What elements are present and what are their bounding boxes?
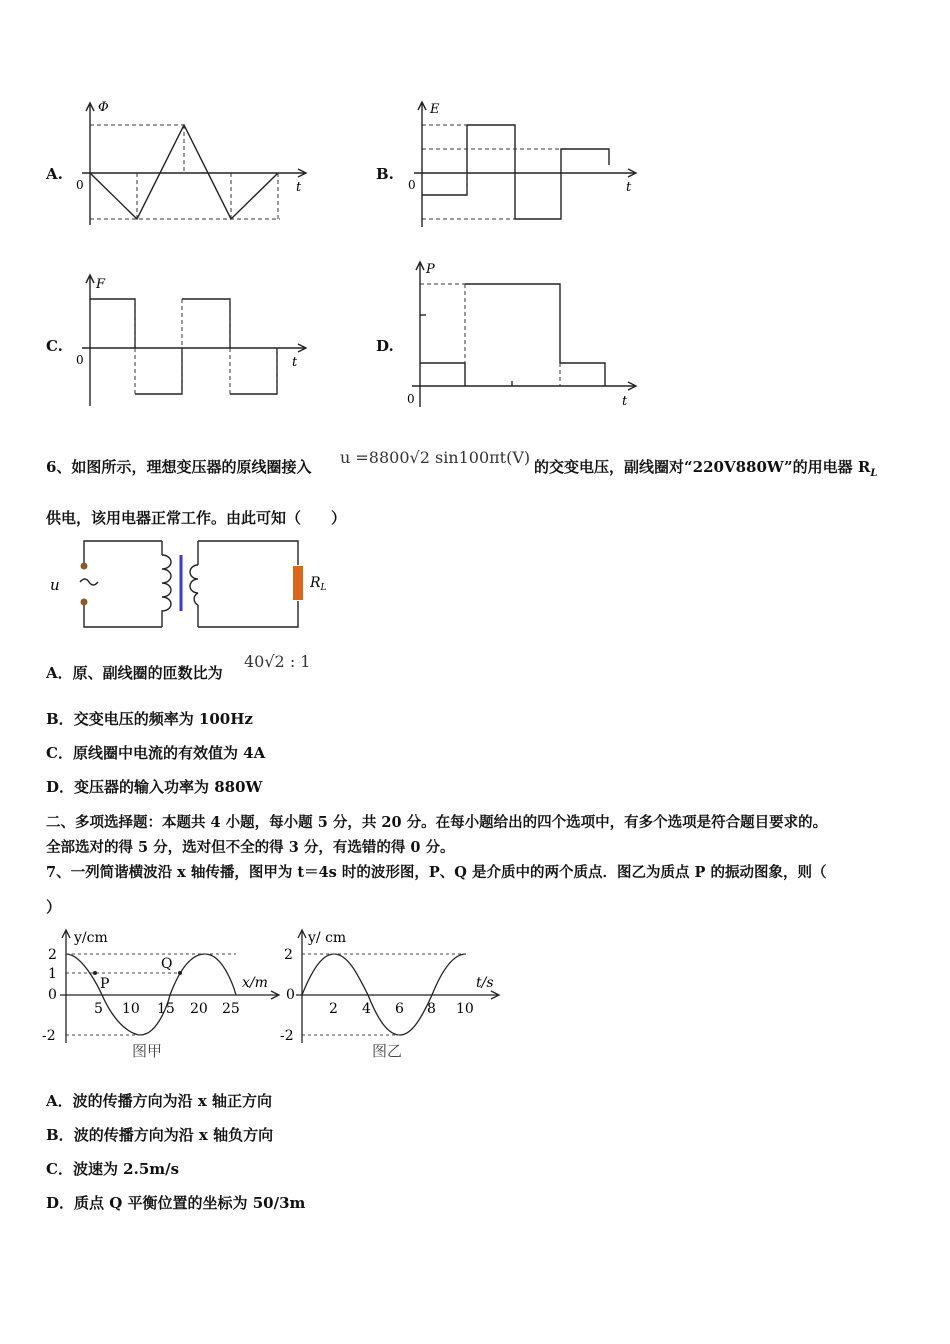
point-q-label: Q bbox=[161, 956, 173, 972]
q7-stem-line1: 7、一列简谐横波沿 x 轴传播，图甲为 t＝4s 时的波形图，P、Q 是介质中的两个质点．图乙为质点 P 的振动图象，则（ bbox=[46, 864, 827, 881]
fig-b-xtick: 10 bbox=[456, 1001, 474, 1017]
axis-label-phi: Φ bbox=[98, 100, 109, 115]
q7-fig-wave-x bbox=[40, 925, 290, 1065]
q7-option-c: C．波速为 2.5m/s bbox=[46, 1160, 180, 1178]
fig-b-xtick: 6 bbox=[395, 1001, 404, 1017]
q5-option-a-label: A. bbox=[46, 165, 63, 183]
q5-graph-c bbox=[70, 268, 320, 413]
q7-stem-line2: ） bbox=[46, 898, 62, 916]
fig-a-ytick: 0 bbox=[48, 987, 57, 1003]
fig-a-xtick: 15 bbox=[157, 1001, 175, 1017]
origin-label: 0 bbox=[76, 353, 84, 367]
fig-b-xtick: 4 bbox=[362, 1001, 371, 1017]
origin-label: 0 bbox=[407, 392, 415, 406]
fig-a-xtick: 10 bbox=[122, 1001, 140, 1017]
fig-a-ytick: 2 bbox=[48, 947, 57, 963]
q6-option-b: B．交变电压的频率为 100Hz bbox=[46, 710, 253, 728]
q6-option-a-formula: 40√2 : 1 bbox=[244, 652, 311, 671]
axis-label-t: t bbox=[296, 180, 302, 195]
q5-option-d-label: D. bbox=[376, 337, 394, 355]
fig-b-xtick: 8 bbox=[427, 1001, 436, 1017]
fig-a-ytick: 1 bbox=[48, 966, 57, 982]
q6-stem-line2: 供电，该用电器正常工作。由此可知（ ） bbox=[46, 509, 347, 527]
origin-label: 0 bbox=[76, 178, 84, 192]
q6-stem-part1: 6、如图所示，理想变压器的原线圈接入 bbox=[46, 458, 312, 476]
fig-b-caption: 图乙 bbox=[372, 1042, 403, 1060]
axis-label-p: P bbox=[426, 262, 435, 277]
q7-option-a: A．波的传播方向为沿 x 轴正方向 bbox=[46, 1092, 273, 1110]
fig-a-xtick: 20 bbox=[190, 1001, 208, 1017]
fig-a-xlabel: x/m bbox=[242, 975, 268, 991]
axis-label-f: F bbox=[96, 277, 106, 292]
q5-graph-a bbox=[70, 95, 320, 235]
fig-a-xtick: 5 bbox=[94, 1001, 103, 1017]
axis-label-t: t bbox=[292, 355, 298, 370]
q5-graph-b bbox=[400, 95, 650, 235]
axis-label-t: t bbox=[626, 180, 632, 195]
q6-stem-part2: 的交变电压，副线圈对“220V880W”的用电器 $R_L$ bbox=[534, 458, 878, 479]
source-label: u bbox=[50, 576, 60, 594]
q6-option-d: D．变压器的输入功率为 880W bbox=[46, 778, 263, 796]
section2-heading-line2: 全部选对的得 5 分，选对但不全的得 3 分，有选错的得 0 分。 bbox=[46, 839, 455, 856]
q6-option-c: C．原线圈中电流的有效值为 4A bbox=[46, 744, 266, 762]
fig-b-xlabel: t/s bbox=[476, 975, 494, 991]
axis-label-t: t bbox=[622, 394, 628, 409]
fig-a-caption: 图甲 bbox=[132, 1042, 163, 1060]
origin-label: 0 bbox=[408, 178, 416, 192]
fig-a-ytick: -2 bbox=[42, 1028, 56, 1044]
q5-graph-d bbox=[400, 255, 650, 415]
point-p-label: P bbox=[100, 976, 110, 992]
q6-formula: u =8800√2 sin100πt(V) bbox=[340, 448, 531, 467]
q6-transformer-circuit bbox=[44, 535, 344, 635]
load-label: $R_L$ bbox=[310, 575, 327, 593]
fig-b-ytick: -2 bbox=[280, 1028, 294, 1044]
fig-a-xtick: 25 bbox=[222, 1001, 240, 1017]
section2-heading-line1: 二、多项选择题：本题共 4 小题，每小题 5 分，共 20 分。在每小题给出的四个选项中，有多个选项是符合题目要求的。 bbox=[46, 814, 828, 831]
q5-option-b-label: B. bbox=[376, 165, 394, 183]
q7-option-d: D．质点 Q 平衡位置的坐标为 50/3m bbox=[46, 1194, 306, 1212]
fig-b-xtick: 2 bbox=[329, 1001, 338, 1017]
q5-option-c-label: C. bbox=[46, 337, 63, 355]
fig-b-ytick: 2 bbox=[284, 947, 293, 963]
axis-label-e: E bbox=[430, 102, 440, 117]
fig-b-ytick: 0 bbox=[286, 987, 295, 1003]
q7-option-b: B．波的传播方向为沿 x 轴负方向 bbox=[46, 1126, 274, 1144]
fig-a-ylabel: y/cm bbox=[74, 930, 108, 946]
q7-fig-vibration-t bbox=[278, 925, 508, 1065]
q6-option-a: A．原、副线圈的匝数比为 bbox=[46, 664, 223, 682]
fig-b-ylabel: y/ cm bbox=[308, 930, 347, 946]
